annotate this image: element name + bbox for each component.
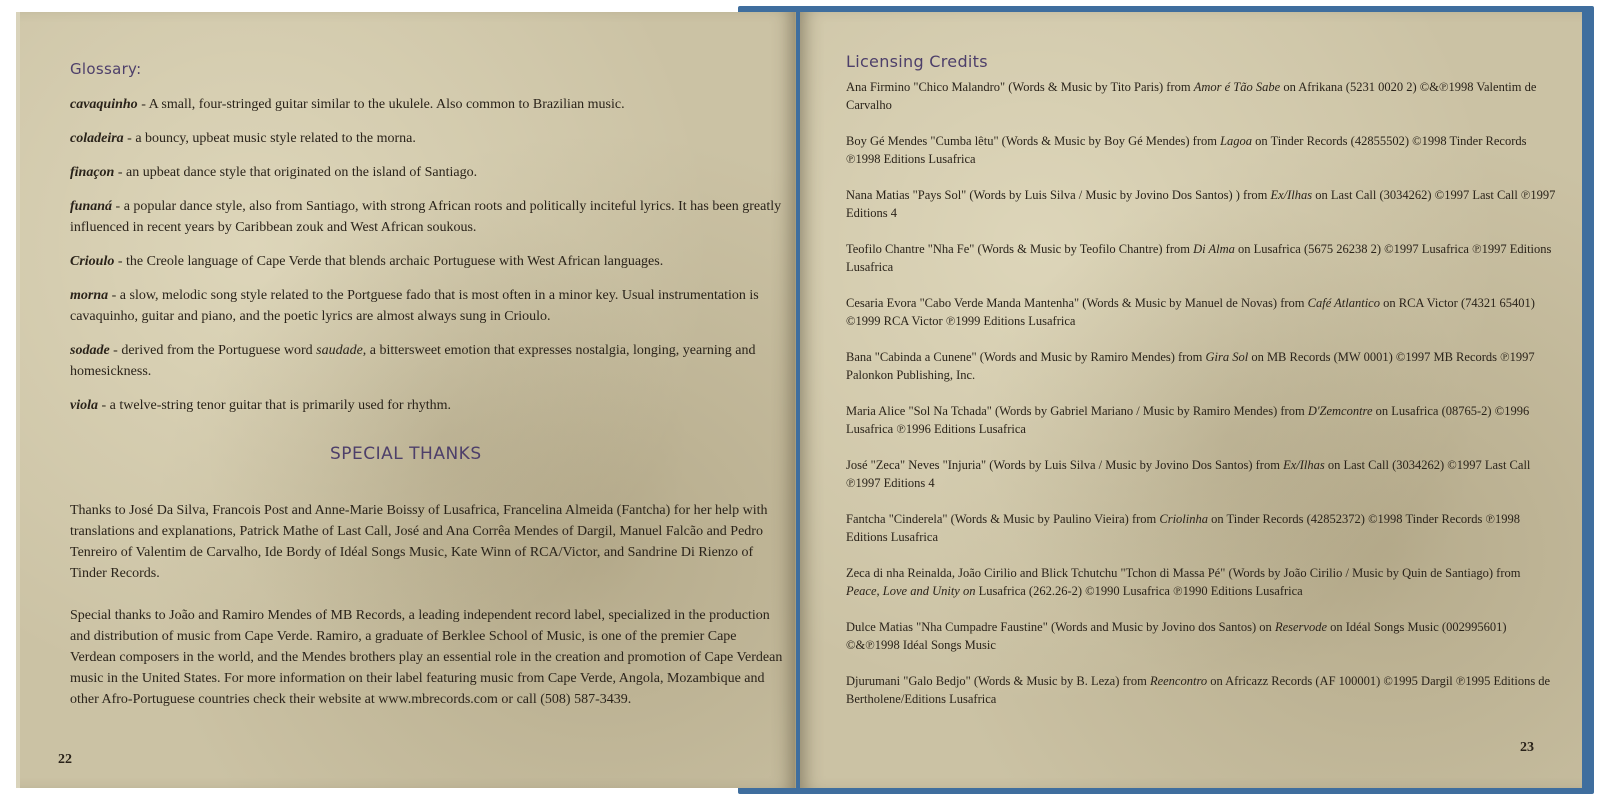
credit-rights: on Lusafrica (08765-2) ©1996 Lusafrica ℗1996 Editions Lusafrica [846, 404, 1530, 436]
glossary-definition: - a bouncy, upbeat music style related to the morna. [123, 131, 416, 146]
glossary-definition-emphasis: saudade [316, 343, 363, 358]
album-title: Criolinha [1159, 512, 1208, 526]
credit-text: Zeca di nha Reinalda, João Cirilio and Blick Tchutchu "Tchon di Massa Pé" (Words by João Cirilio / Music by Quin de Santiago) from [846, 566, 1521, 580]
credit-entry [846, 186, 1556, 222]
album-title: Ex/Ilhas [1283, 458, 1325, 472]
album-title: Lagoa [1220, 134, 1253, 148]
credit-text: Ana Firmino "Chico Malandro" (Words & Music by Tito Paris) from [846, 80, 1194, 94]
glossary-term: coladeira [70, 131, 124, 146]
album-title: D'Zemcontre [1307, 404, 1373, 418]
page-number: 22 [58, 752, 72, 767]
right-page [800, 12, 1582, 788]
glossary-definition: - an upbeat dance style that originated on the island of Santiago. [114, 165, 478, 180]
glossary-term: cavaquinho [70, 97, 138, 112]
credit-rights: on Afrikana (5231 0020 2) ©&℗1998 Valentim de Carvalho [846, 80, 1537, 112]
left-page [20, 12, 796, 788]
glossary-entry [70, 196, 785, 238]
glossary-entry [70, 94, 785, 115]
glossary-definition: - derived from the Portuguese word [109, 343, 317, 358]
credit-text: José "Zeca" Neves "Injuria" (Words by Luis Silva / Music by Jovino Dos Santos) from [846, 458, 1284, 472]
thanks-paragraph: Special thanks to João and Ramiro Mendes of MB Records, a leading independent record label, specialized in the production and distribution of music from Cape Verde. Ramiro, a graduate of Berklee School of Music, is one of the premier Cape Verdean composers in the world, and the Mendes brothers play an essential role in the creation and promotion of Cape Verdean music in the United States. For more information on their label featuring music from Cape Verde, Angola, Mozambique and other Afro-Portuguese countries check their website at www.mbrecords.com or call (508) 587-3439. [70, 608, 783, 707]
credit-rights: on RCA Victor (74321 65401) ©1999 RCA Victor ℗1999 Editions Lusafrica [846, 296, 1535, 328]
credit-text: Bana "Cabinda a Cunene" (Words and Music by Ramiro Mendes) from [846, 350, 1206, 364]
glossary-list [70, 94, 785, 429]
credit-entry [846, 240, 1556, 276]
album-title: Amor é Tão Sabe [1193, 80, 1281, 94]
credit-rights: on Last Call (3034262) ©1997 Last Call ℗1997 Editions 4 [846, 458, 1531, 490]
credit-rights: on Tinder Records (42852372) ©1998 Tinder Records ℗1998 Editions Lusafrica [846, 512, 1521, 544]
glossary-term: sodade [70, 343, 110, 358]
glossary-definition: - a slow, melodic song style related to the Portguese fado that is most often in a minor key. Usual instrumentation is cavaquinho, guitar and piano, and the poetic lyrics are almost always sung in Crioulo. [70, 288, 759, 324]
credit-text: Nana Matias "Pays Sol" (Words by Luis Silva / Music by Jovino Dos Santos) ) from [846, 188, 1271, 202]
glossary-term: viola [70, 398, 98, 413]
page-number: 23 [1520, 740, 1534, 755]
album-title: Peace, Love and Unity on [846, 584, 976, 598]
glossary-entry [70, 340, 785, 382]
album-title: Reservode [1274, 620, 1327, 634]
credit-entry [846, 78, 1556, 114]
album-title: Gira Sol [1205, 350, 1249, 364]
credit-entry [846, 132, 1556, 168]
glossary-term: finaçon [70, 165, 115, 180]
glossary-definition: - a twelve-string tenor guitar that is primarily used for rhythm. [98, 398, 452, 413]
licensing-credits-heading: Licensing Credits [846, 52, 988, 71]
credit-entry [846, 564, 1556, 600]
glossary-term: funaná [70, 199, 113, 214]
glossary-entry [70, 285, 785, 327]
glossary-entry [70, 395, 785, 416]
credit-rights: on Last Call (3034262) ©1997 Last Call ℗1997 Editions 4 [846, 188, 1556, 220]
credit-text: Fantcha "Cinderela" (Words & Music by Paulino Vieira) from [846, 512, 1160, 526]
credit-rights: on Lusafrica (5675 26238 2) ©1997 Lusafrica ℗1997 Editions Lusafrica [846, 242, 1552, 274]
album-title: Ex/Ilhas [1270, 188, 1313, 202]
album-title: Reencontro [1149, 674, 1208, 688]
credit-text: Cesaria Evora "Cabo Verde Manda Mantenha" (Words & Music by Manuel de Novas) from [846, 296, 1308, 310]
credit-entry [846, 672, 1556, 708]
glossary-definition-rest: , a bittersweet emotion that expresses nostalgia, longing, yearning and homesickness. [70, 343, 756, 379]
credit-entry [846, 456, 1556, 492]
album-title: Di Alma [1193, 242, 1235, 256]
credit-entry [846, 294, 1556, 330]
credit-text: Dulce Matias "Nha Cumpadre Faustine" (Words and Music by Jovino dos Santos) on [846, 620, 1275, 634]
glossary-term: morna [70, 288, 109, 303]
thanks-paragraph: Thanks to José Da Silva, Francois Post and Anne-Marie Boissy of Lusafrica, Francelina Almeida (Fantcha) for her help with translations and explanations, Patrick Mathe of Last Call, José and Ana Corrêa Mendes of Dargil, Manuel Falcão and Pedro Tenreiro of Valentim de Carvalho, Ide Bordy of Idéal Songs Music, Kate Winn of RCA/Victor, and Sandrine Di Rienzo of Tinder Records. [70, 503, 768, 581]
glossary-definition: - a popular dance style, also from Santiago, with strong African roots and politically inciteful lyrics. It has been greatly influenced in recent years by Caribbean zouk and West African soukous. [70, 199, 782, 235]
credit-text: Teofilo Chantre "Nha Fe" (Words & Music by Teofilo Chantre) from [846, 242, 1194, 256]
album-title: Café Atlantico [1307, 296, 1380, 310]
glossary-entry [70, 162, 785, 183]
credit-entry [846, 510, 1556, 546]
credit-rights: on Tinder Records (42855502) ©1998 Tinder Records ℗1998 Editions Lusafrica [846, 134, 1527, 166]
glossary-definition: - the Creole language of Cape Verde that blends archaic Portuguese with West African languages. [114, 254, 664, 269]
glossary-definition: - A small, four-stringed guitar similar to the ukulele. Also common to Brazilian music. [137, 97, 625, 112]
credit-text: Djurumani "Galo Bedjo" (Words & Music by B. Leza) from [846, 674, 1150, 688]
credit-entry [846, 402, 1556, 438]
credits-list [846, 78, 1556, 726]
credit-rights: on MB Records (MW 0001) ©1997 MB Records ℗1997 Palonkon Publishing, Inc. [846, 350, 1535, 382]
glossary-entry [70, 128, 785, 149]
credit-entry [846, 618, 1556, 654]
credit-rights: Lusafrica (262.26-2) ©1990 Lusafrica ℗1990 Editions Lusafrica [975, 584, 1303, 598]
credit-rights: on Idéal Songs Music (002995601) ©&℗1998 Idéal Songs Music [846, 620, 1507, 652]
credit-text: Boy Gé Mendes "Cumba lêtu" (Words & Music by Boy Gé Mendes) from [846, 134, 1221, 148]
credit-entry [846, 348, 1556, 384]
special-thanks-body [70, 500, 785, 731]
credit-text: Maria Alice "Sol Na Tchada" (Words by Gabriel Mariano / Music by Ramiro Mendes) from [846, 404, 1308, 418]
glossary-entry [70, 251, 785, 272]
special-thanks-heading: SPECIAL THANKS [330, 444, 482, 464]
glossary-term: Crioulo [70, 254, 115, 269]
glossary-heading: Glossary: [70, 60, 142, 78]
credit-rights: on Africazz Records (AF 100001) ©1995 Dargil ℗1995 Editions de Bertholene/Editions Lusafrica [846, 674, 1551, 706]
